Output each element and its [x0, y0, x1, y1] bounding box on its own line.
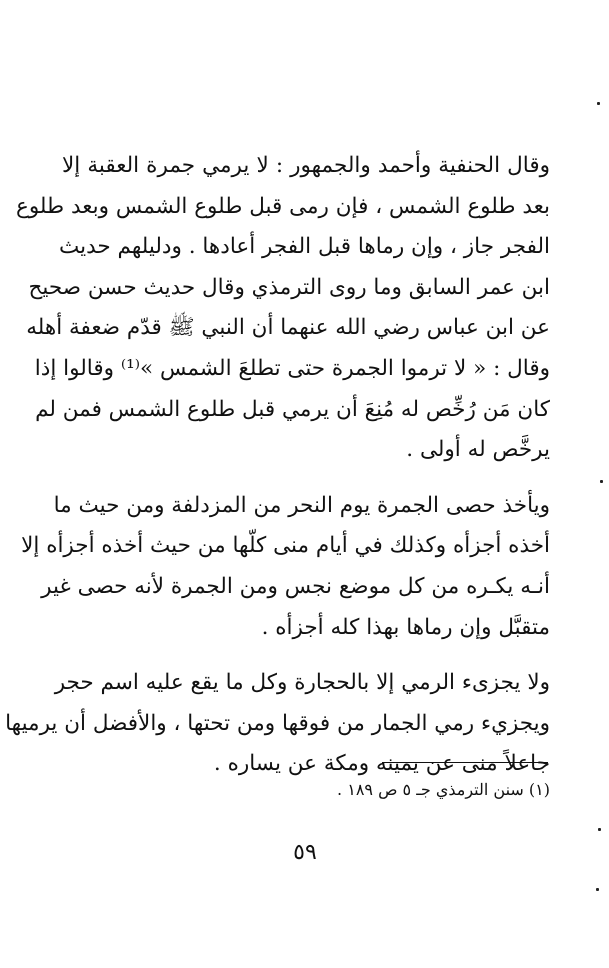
page-number: ٥٩: [293, 840, 317, 865]
paragraph-2: [21, 486, 550, 648]
scan-mark: [597, 102, 600, 105]
text-line: يرخَّص له أولى .: [406, 437, 550, 463]
text-line: وقال : « لا ترموا الجمرة حتى تطلعَ الشمس »⁽¹⁾ وقالوا إذا: [34, 355, 550, 381]
text-line: جاعلاً منى عن يمينه ومكة عن يساره .: [213, 751, 550, 777]
text-line: عن ابن عباس رضي الله عنهما أن النبي ﷺ قدّم ضعفة أهله: [26, 315, 550, 341]
text-line: أخذه أجزأه وكذلك في أيام منى كلّها من حيث أخذه أجزأه إلا: [21, 533, 550, 559]
text-line: متقبَّل وإن رماها بهذا كله أجزأه .: [261, 614, 550, 640]
main-text: [5, 146, 550, 785]
text-line: وقال الحنفية وأحمد والجمهور : لا يرمي جمرة العقبة إلا: [62, 153, 550, 178]
paragraph-gap: [62, 471, 550, 486]
footnote: (١) سنن الترمذي جـ ٥ ص ١٨٩ .: [337, 780, 550, 799]
footnote-separator: [382, 762, 548, 763]
text-line: ابن عمر السابق وما روى الترمذي وقال حديث حسن صحيح: [28, 274, 550, 300]
text-line: أنـه يكـره من كل موضع نجس ومن الجمرة لأنه حصى غير: [41, 573, 550, 599]
paragraph-gap: [62, 648, 550, 663]
scan-mark: [596, 888, 599, 891]
text-line: الفجر جاز ، وإن رماها قبل الفجر أعادها . ودليلهم حديث: [59, 234, 550, 260]
scan-mark: [598, 828, 601, 831]
scan-mark: [600, 480, 603, 483]
text-line: بعد طلوع الشمس ، فإن رمى قبل طلوع الشمس وبعد طلوع: [15, 193, 550, 219]
paragraph-1: [15, 146, 550, 471]
text-line: ويأخذ حصى الجمرة يوم النحر من المزدلفة ومن حيث ما: [53, 492, 550, 518]
text-line: ويجزيء رمي الجمار من فوقها ومن تحتها ، والأفضل أن يرميها: [5, 710, 550, 736]
paragraph-3: [5, 663, 550, 785]
text-line: كان مَن رُخِّص له مُنِعَ أن يرمي قبل طلوع الشمس فمن لم: [35, 396, 550, 422]
text-line: ولا يجزىء الرمي إلا بالحجارة وكل ما يقع عليه اسم حجر: [54, 670, 550, 696]
